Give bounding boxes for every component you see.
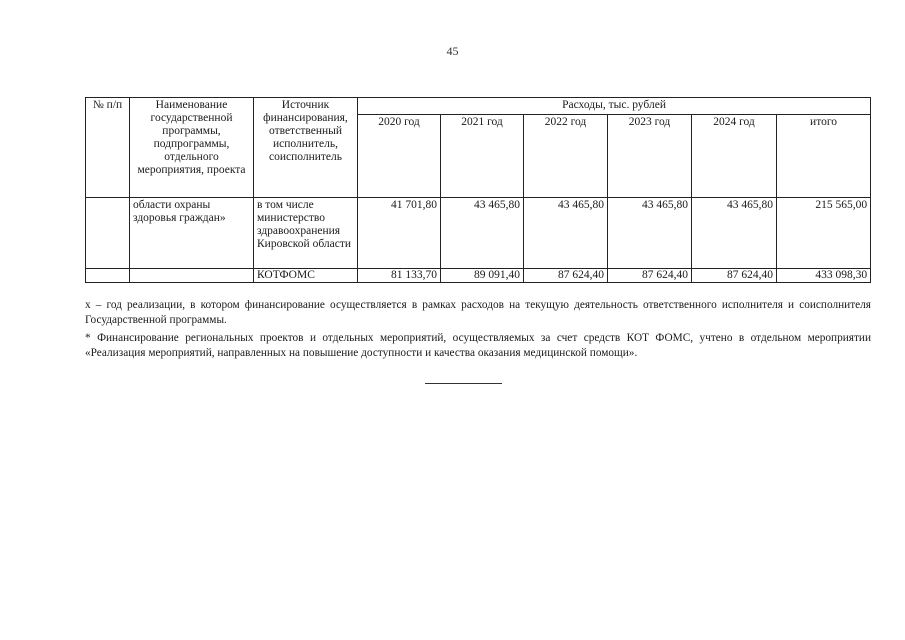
table-row bbox=[86, 198, 871, 269]
cell-value-2020: 81 133,70 bbox=[358, 269, 441, 283]
table-row bbox=[86, 269, 871, 283]
page-number: 45 bbox=[446, 44, 459, 58]
cell-source: КОТФОМС bbox=[254, 269, 358, 283]
cell-value-2024: 43 465,80 bbox=[692, 198, 777, 269]
end-divider bbox=[425, 383, 502, 384]
header-row bbox=[86, 98, 871, 115]
budget-table bbox=[85, 97, 871, 283]
header-name: Наименование государственной программы, подпрограммы, отдельного мероприятия, проекта bbox=[130, 98, 254, 198]
header-total: итого bbox=[777, 115, 871, 198]
cell-name bbox=[130, 269, 254, 283]
header-year-2022: 2022 год bbox=[524, 115, 608, 198]
cell-value-2023: 87 624,40 bbox=[608, 269, 692, 283]
header-expenses: Расходы, тыс. рублей bbox=[358, 98, 871, 115]
cell-value-2024: 87 624,40 bbox=[692, 269, 777, 283]
cell-value-2023: 43 465,80 bbox=[608, 198, 692, 269]
cell-num bbox=[86, 269, 130, 283]
cell-value-2020: 41 701,80 bbox=[358, 198, 441, 269]
cell-num bbox=[86, 198, 130, 269]
cell-source: в том числе министерство здравоохранения Кировской области bbox=[254, 198, 358, 269]
cell-value-2022: 87 624,40 bbox=[524, 269, 608, 283]
header-year-2023: 2023 год bbox=[608, 115, 692, 198]
header-year-2021: 2021 год bbox=[441, 115, 524, 198]
header-year-2020: 2020 год bbox=[358, 115, 441, 198]
cell-value-total: 215 565,00 bbox=[777, 198, 871, 269]
cell-value-total: 433 098,30 bbox=[777, 269, 871, 283]
cell-value-2022: 43 465,80 bbox=[524, 198, 608, 269]
cell-name: области охраны здоровья граждан» bbox=[130, 198, 254, 269]
header-num: № п/п bbox=[86, 98, 130, 198]
header-year-2024: 2024 год bbox=[692, 115, 777, 198]
cell-value-2021: 89 091,40 bbox=[441, 269, 524, 283]
header-source: Источник финансирования, ответственный исполнитель, соисполнитель bbox=[254, 98, 358, 198]
cell-value-2021: 43 465,80 bbox=[441, 198, 524, 269]
footnote-x: х – год реализации, в котором финансирование осуществляется в рамках расходов на текущую деятельность ответственного исполнителя и соисполнителя Государственной программы. bbox=[85, 299, 871, 326]
footnote-asterisk: * Финансирование региональных проектов и отдельных мероприятий, осуществляемых за счет средств КОТ ФОМС, учтено в отдельном мероприятии «Реализация мероприятий, направленных на повышение доступности и качества оказания медицинской помощи». bbox=[85, 332, 871, 359]
